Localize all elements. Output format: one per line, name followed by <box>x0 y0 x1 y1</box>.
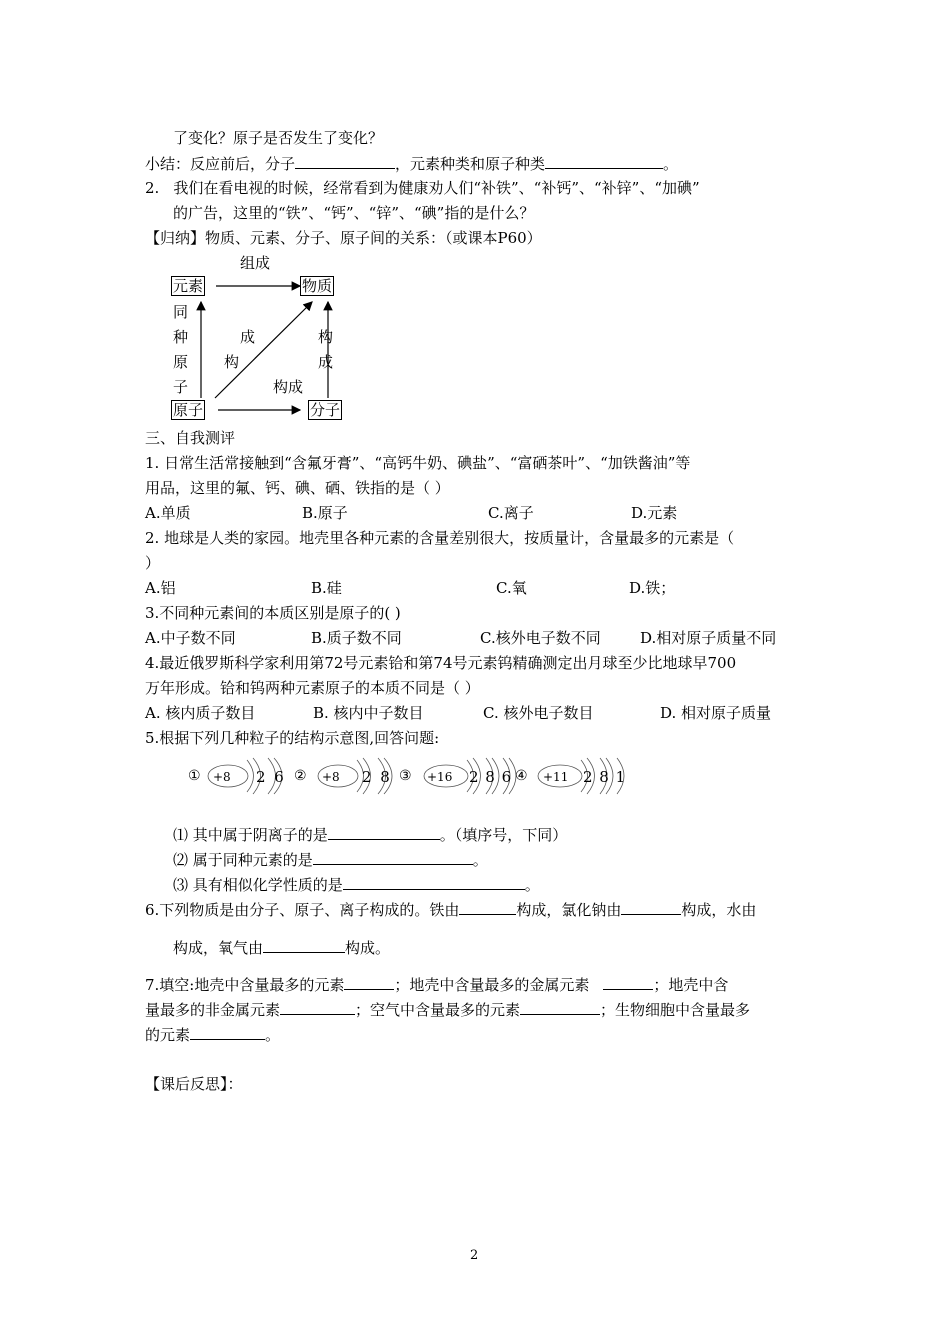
particle-number: ④ <box>515 768 528 784</box>
option[interactable]: C.离子 <box>488 504 534 522</box>
particle-nucleus: +11 <box>543 770 569 784</box>
question-text: 构成，氯化钠由 <box>516 901 622 919</box>
question-text: 。 <box>265 1026 281 1044</box>
diagram-label: 构 <box>318 328 334 346</box>
particle-shells: 2 8 <box>362 768 392 786</box>
question-text: 量最多的非金属元素 <box>145 1001 281 1019</box>
subquestion-text: ⑴ 其中属于阴离子的是 <box>173 826 328 844</box>
option[interactable]: C.核外电子数不同 <box>480 629 601 647</box>
question-line <box>173 937 390 958</box>
element-box: 元素 <box>173 277 204 295</box>
blank[interactable] <box>328 824 440 840</box>
blank[interactable] <box>520 999 600 1015</box>
diagram-label: 构成 <box>273 378 304 396</box>
question-number: 2. <box>145 179 160 197</box>
question-line <box>145 974 728 995</box>
option[interactable]: D. 相对原子质量 <box>660 704 772 722</box>
option[interactable]: C.氧 <box>496 579 527 597</box>
section-heading: 三、自我测评 <box>145 429 236 447</box>
question-line <box>145 1024 280 1045</box>
option[interactable]: B. 核内中子数目 <box>313 704 424 722</box>
question-line: ） <box>145 554 161 572</box>
question-text: 的元素 <box>145 1026 191 1044</box>
blank[interactable] <box>190 1024 265 1040</box>
subquestion-line <box>173 824 567 845</box>
subquestion-line <box>173 874 540 895</box>
question-line <box>145 899 756 920</box>
option[interactable]: A.铝 <box>145 579 176 597</box>
molecule-box: 分子 <box>310 401 341 419</box>
diagram-label: 种 <box>173 328 189 346</box>
summary-heading: 【归纳】物质、元素、分子、原子间的关系：（或课本P60） <box>145 229 542 247</box>
blank[interactable] <box>280 999 355 1015</box>
question-text: ；地壳中含量最多的金属元素 <box>394 976 590 994</box>
text-line: 了变化？原子是否发生了变化？ <box>173 129 384 147</box>
blank[interactable] <box>343 874 525 890</box>
question-text: 7.填空:地壳中含量最多的元素 <box>145 976 345 994</box>
question-text: 我们在看电视的时候，经常看到为健康劝人们“补铁”、“补钙”、“补锌”、“加碘” <box>173 179 700 197</box>
blank[interactable] <box>263 937 345 953</box>
question-text: 构成，氧气由 <box>173 939 264 957</box>
blank[interactable] <box>603 974 653 990</box>
diagram-label: 原 <box>173 353 189 371</box>
blank[interactable] <box>621 899 681 915</box>
diagram-label: 子 <box>173 378 189 396</box>
subquestion-text: ⑶ 具有相似化学性质的是 <box>173 876 343 894</box>
option[interactable]: A. 核内质子数目 <box>145 704 256 722</box>
subquestion-text: 。 <box>524 876 540 894</box>
diagram-label: 同 <box>173 303 189 321</box>
diagram-label: 构 <box>224 353 240 371</box>
blank[interactable] <box>344 974 394 990</box>
blank[interactable] <box>313 849 473 865</box>
diagram-label: 组成 <box>240 254 271 272</box>
option[interactable]: A.中子数不同 <box>145 629 236 647</box>
particle-shells: 2 8 1 <box>583 768 627 786</box>
substance-box: 物质 <box>302 277 333 295</box>
question-line: 的广告，这里的“铁”、“钙”、“锌”、“碘”指的是什么？ <box>173 204 535 222</box>
subquestion-text: 。（填序号，下同） <box>439 826 568 844</box>
blank[interactable] <box>459 899 516 915</box>
option[interactable]: D.相对原子质量不同 <box>640 629 777 647</box>
question-line: 5.根据下列几种粒子的结构示意图,回答问题: <box>145 729 440 747</box>
subquestion-text: 。 <box>472 851 488 869</box>
question-line: 3.不同种元素间的本质区别是原子的( ) <box>145 604 401 622</box>
particle-shells: 2 8 6 <box>469 768 513 786</box>
question-text: ；生物细胞中含量最多 <box>600 1001 751 1019</box>
summary-text-b: ，元素种类和原子种类 <box>395 155 546 173</box>
question-text: 构成，水由 <box>681 901 757 919</box>
option[interactable]: D.元素 <box>631 504 678 522</box>
option[interactable]: D.铁； <box>629 579 676 597</box>
question-line: 万年形成。铪和钨两种元素原子的本质不同是（ ） <box>145 679 480 697</box>
reflection-heading: 【课后反思】： <box>145 1075 243 1093</box>
particle-shells: 2 6 <box>256 768 286 786</box>
question-text: ；地壳中含 <box>653 976 729 994</box>
page-number: 2 <box>470 1248 479 1263</box>
question-line <box>145 999 750 1020</box>
question-line: 用品，这里的氟、钙、碘、硒、铁指的是（ ） <box>145 479 450 497</box>
question-text: 6.下列物质是由分子、原子、离子构成的。铁由 <box>145 901 460 919</box>
question-line: 2. 地球是人类的家园。地壳里各种元素的含量差别很大，按质量计，含量最多的元素是（ <box>145 529 735 547</box>
question-line: 1. 日常生活常接触到“含氟牙膏”、“高钙牛奶、碘盐”、“富硒茶叶”、“加铁酱油”等 <box>145 454 691 472</box>
particle-number: ③ <box>399 768 412 784</box>
question-text: 构成。 <box>345 939 391 957</box>
particle-number: ① <box>188 768 201 784</box>
option[interactable]: B.硅 <box>311 579 342 597</box>
summary-text-a: 小结：反应前后，分子 <box>145 155 296 173</box>
question-line: 4.最近俄罗斯科学家利用第72号元素铪和第74号元素钨精确测定出月球至少比地球早700 <box>145 654 737 672</box>
particle-nucleus: +8 <box>322 770 340 784</box>
atom-box: 原子 <box>173 401 204 419</box>
particle-nucleus: +8 <box>213 770 231 784</box>
question-text: ；空气中含量最多的元素 <box>355 1001 521 1019</box>
diagram-label: 成 <box>318 353 334 371</box>
option[interactable]: B.原子 <box>302 504 348 522</box>
subquestion-line <box>173 849 488 870</box>
summary-text-c: 。 <box>663 155 679 173</box>
option[interactable]: C. 核外电子数目 <box>483 704 594 722</box>
option[interactable]: B.质子数不同 <box>311 629 402 647</box>
diagram-label: 成 <box>240 328 256 346</box>
particle-number: ② <box>294 768 307 784</box>
option[interactable]: A.单质 <box>145 504 191 522</box>
subquestion-text: ⑵ 属于同种元素的是 <box>173 851 313 869</box>
particle-nucleus: +16 <box>427 770 453 784</box>
